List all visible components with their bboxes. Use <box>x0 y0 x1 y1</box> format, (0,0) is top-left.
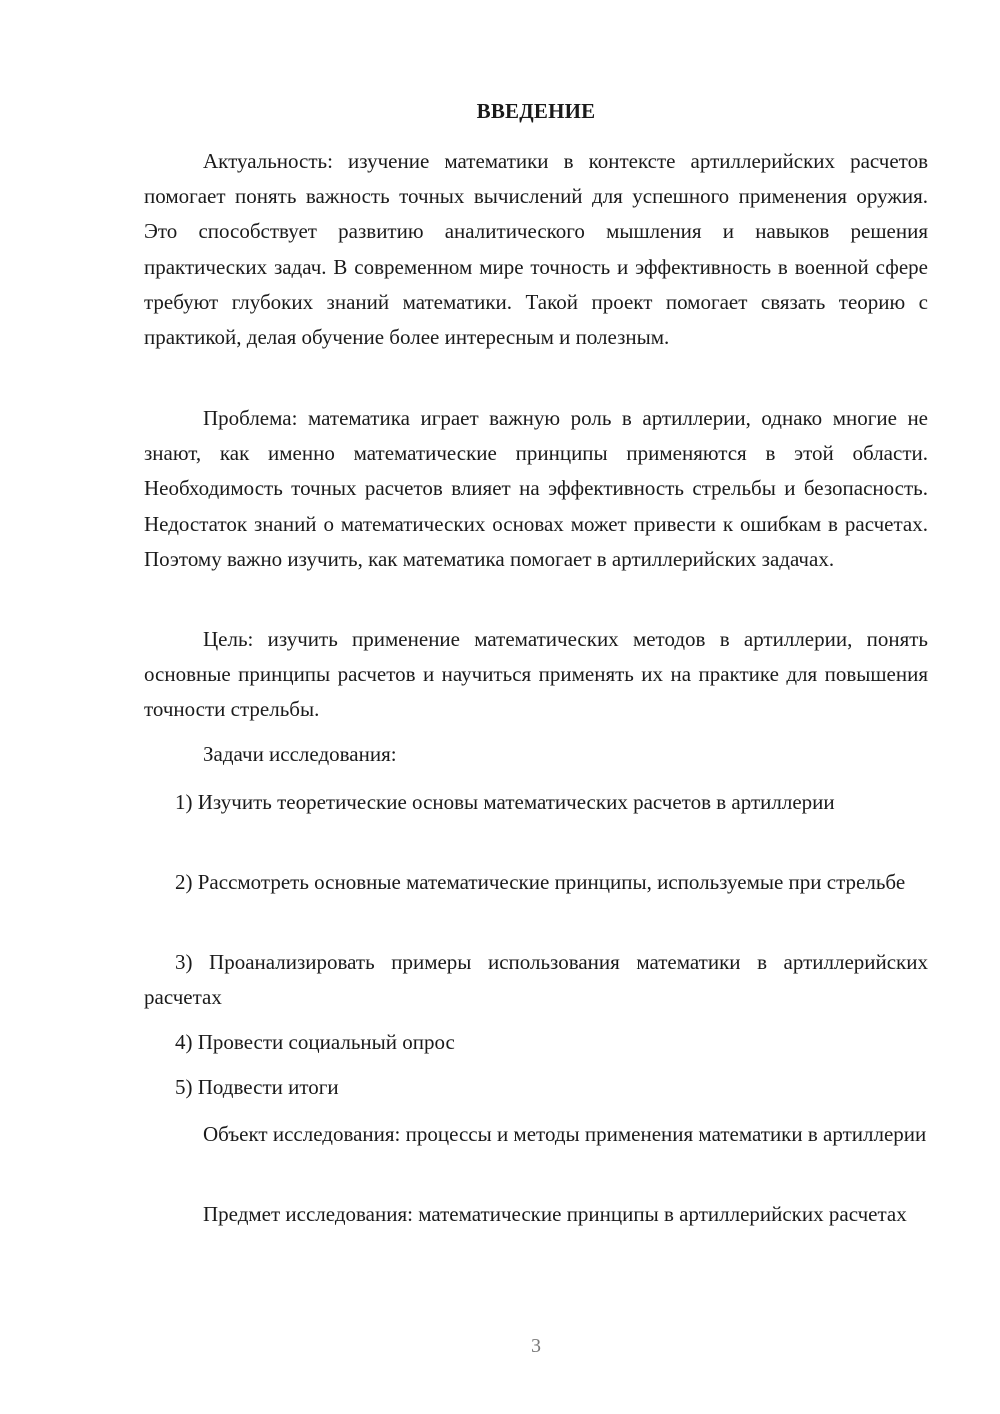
paragraph-subject: Предмет исследования: математические принципы в артиллерийских расчетах <box>203 1202 907 1226</box>
task-item-1: 1) Изучить теоретические основы математических расчетов в артиллерии <box>175 790 835 814</box>
task-item-2: 2) Рассмотреть основные математические принципы, используемые при стрельбе <box>175 870 906 894</box>
task-item-4: 4) Провести социальный опрос <box>175 1030 455 1054</box>
paragraph-relevance: Актуальность: изучение математики в контексте артиллерийских расчетов помогает понять важность точных вычислений для успешного применения оружия. Это способствует развитию аналитического мышления и навыков решения практических задач. В современном мире точность и эффективность в военной сфере требуют глубоких знаний математики. Такой проект помогает связать теорию с практикой, делая обучение более интересным и полезным. <box>144 149 928 350</box>
page-number: 3 <box>531 1335 541 1357</box>
task-item-3: 3) Проанализировать примеры использования математики в артиллерийских расчетах <box>144 950 928 1010</box>
tasks-heading: Задачи исследования: <box>203 742 397 766</box>
paragraph-problem: Проблема: математика играет важную роль в артиллерии, однако многие не знают, как именно математические принципы применяются в этой области. Необходимость точных расчетов влияет на эффективность стрельбы и безопасность. Недостаток знаний о математических основах может привести к ошибкам в расчетах. Поэтому важно изучить, как математика помогает в артиллерийских задачах. <box>144 406 928 571</box>
page-title: ВВЕДЕНИЕ <box>476 99 596 123</box>
paragraph-goal: Цель: изучить применение математических методов в артиллерии, понять основные принципы расчетов и научиться применять их на практике для повышения точности стрельбы. <box>144 627 928 722</box>
paragraph-object: Объект исследования: процессы и методы применения математики в артиллерии <box>203 1122 927 1146</box>
task-item-5: 5) Подвести итоги <box>175 1075 339 1099</box>
